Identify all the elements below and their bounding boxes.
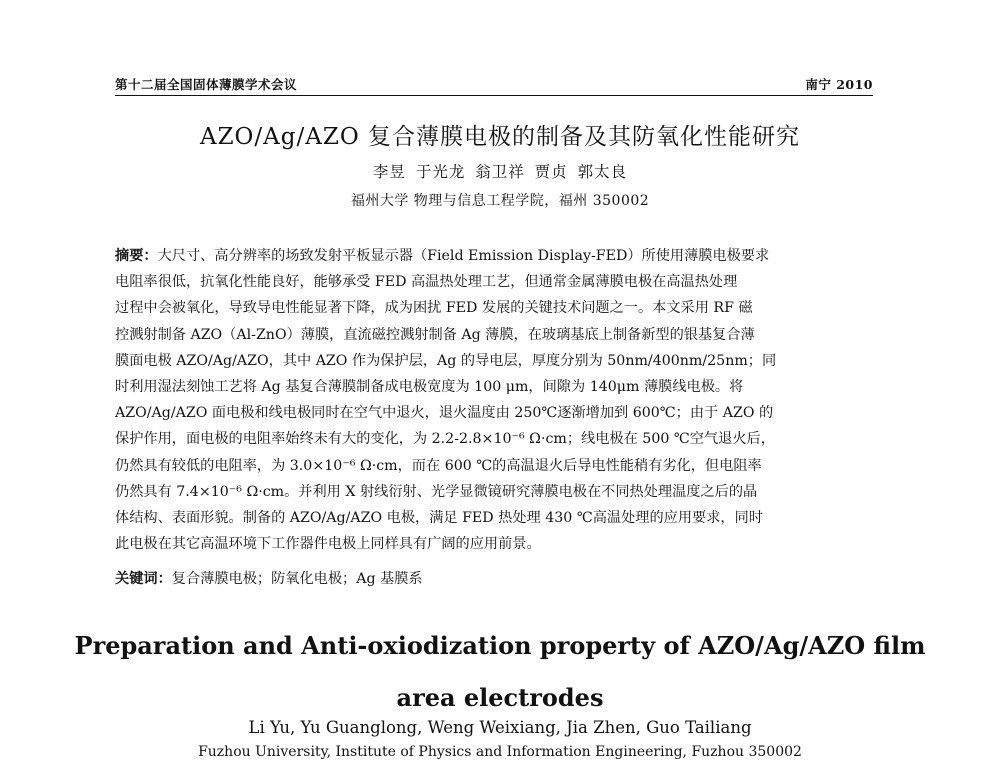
affiliation-en: Fuzhou University, Institute of Physics and Information Engineering, Fuzhou 350002 [198,744,802,760]
abstract-line: 膜面电极 AZO/Ag/AZO，其中 AZO 作为保护层，Ag 的导电层，厚度分别为 50nm/400nm/25nm；同 [115,352,777,369]
abstract-label: 摘要： [115,248,158,264]
title-en-line: area electrodes [396,683,604,712]
abstract-line [115,243,875,269]
abstract-line: 控溅射制备 AZO（Al-ZnO）薄膜，直流磁控溅射制备 Ag 薄膜，在玻璃基底上制备新型的银基复合薄 [115,326,755,343]
title-en-line: Preparation and Anti-oxiodization property of AZO/Ag/AZO film [74,631,926,660]
keywords-text: 复合薄膜电极；防氧化电极；Ag 基膜系 [171,571,423,587]
abstract-line: 体结构、表面形貌。制备的 AZO/Ag/AZO 电极，满足 FED 热处理 430 ℃高温处理的应用要求，同时 [115,510,763,527]
abstract-text: 大尺寸、高分辨率的场致发射平板显示器（Field Emission Display-FED）所使用薄膜电极要求 [157,248,770,264]
abstract-line: 保护作用，面电极的电阻率始终未有大的变化，为 2.2-2.8×10⁻⁶ Ω·cm；线电极在 500 ℃空气退火后， [115,431,775,448]
authors-en: Li Yu, Yu Guanglong, Weng Weixiang, Jia Zhen, Guo Tailiang [248,718,752,737]
keywords-cn [115,569,875,589]
abstract-line: 电阻率很低，抗氧化性能良好，能够承受 FED 高温热处理工艺，但通常金属薄膜电极在高温热处理 [115,274,738,291]
abstract-line: 仍然具有 7.4×10⁻⁶ Ω·cm。并利用 X 射线衍射、光学显微镜研究薄膜电极在不同热处理温度之后的晶 [115,483,758,500]
abstract-line: 过程中会被氧化，导致导电性能显著下降，成为困扰 FED 发展的关键技术问题之一。本文采用 RF 磁 [115,300,753,317]
abstract-line: 仍然具有较低的电阻率，为 3.0×10⁻⁶ Ω·cm，而在 600 ℃的高温退火后导电性能稍有劣化，但电阻率 [115,457,762,474]
paper-title-cn: AZO/Ag/AZO 复合薄膜电极的制备及其防氧化性能研究 [199,124,801,150]
running-header [115,73,873,96]
abstract-line: AZO/Ag/AZO 面电极和线电极同时在空气中退火，退火温度由 250℃逐渐增加到 600℃；由于 AZO 的 [115,405,774,422]
abstract-cn [115,243,875,557]
authors-cn: 李昱 于光龙 翁卫祥 贾贞 郭太良 [372,163,628,181]
affiliation-cn: 福州大学 物理与信息工程学院，福州 350002 [350,193,650,209]
paper-title-en [0,620,1000,724]
keywords-label: 关键词： [115,571,172,587]
abstract-line: 时利用湿法刻蚀工艺将 Ag 基复合薄膜制备成电极宽度为 100 μm，间隙为 140μm 薄膜线电极。将 [115,379,744,396]
place-year: 南宁 2010 [805,77,873,92]
conference-name: 第十二届全国固体薄膜学术会议 [115,77,298,92]
abstract-line: 此电极在其它高温环境下工作器件电极上同样具有广阔的应用前景。 [115,536,541,553]
